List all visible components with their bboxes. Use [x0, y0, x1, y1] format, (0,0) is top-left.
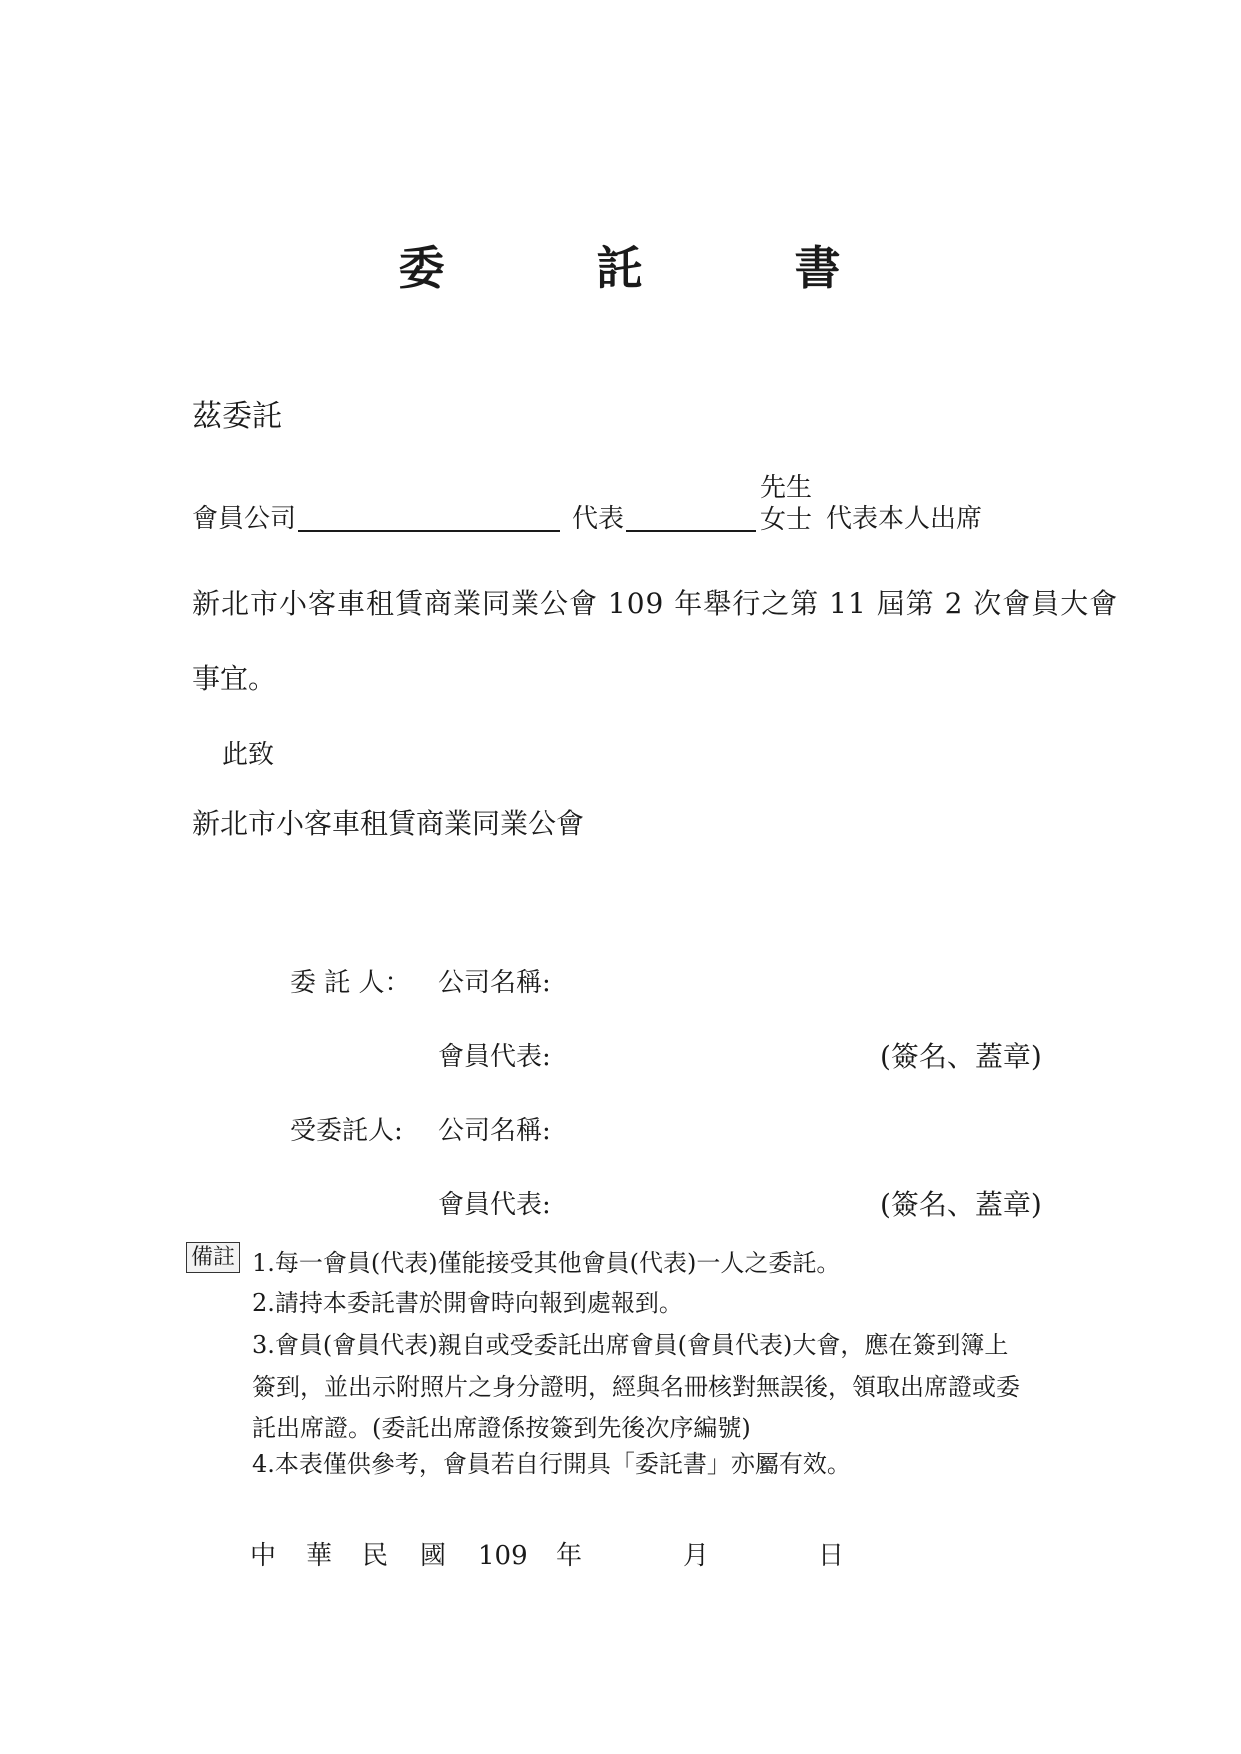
salutation: 此致 [222, 740, 275, 770]
member-company-label: 會員公司 [192, 504, 297, 534]
representative-label: 代表 [572, 504, 625, 534]
date-year-unit: 年 [556, 1541, 583, 1571]
notes-label [186, 1247, 240, 1269]
agent-sign-hint: (簽名、蓋章) [880, 1188, 1042, 1221]
recipient: 新北市小客車租賃商業同業公會 [192, 807, 585, 840]
date-era-4: 國 [420, 1541, 447, 1571]
note-item-3-line-3: 託出席證。(委託出席證係按簽到先後次序編號) [252, 1414, 751, 1442]
member-company-blank[interactable] [298, 502, 560, 532]
body-text-line-1: 新北市小客車租賃商業同業公會 109 年舉行之第 11 屆第 2 次會員大會 [192, 587, 1119, 620]
principal-sign-hint: (簽名、蓋章) [880, 1040, 1042, 1073]
date-month-unit: 月 [683, 1541, 710, 1571]
note-item-3-line-1: 3.會員(會員代表)親自或受委託出席會員(會員代表)大會，應在簽到簿上 [252, 1331, 1009, 1359]
agent-member-rep-label: 會員代表: [438, 1190, 551, 1220]
principal-label: 委 託 人： [290, 968, 411, 998]
honorific-stack [760, 472, 812, 536]
note-item-2: 2.請持本委託書於開會時向報到處報到。 [252, 1289, 683, 1317]
principal-company-name-label: 公司名稱: [438, 968, 551, 998]
document-title [0, 241, 1241, 295]
representative-blank[interactable] [626, 502, 756, 532]
note-item-4: 4.本表僅供參考，會員若自行開具「委託書」亦屬有效。 [252, 1450, 851, 1478]
principal-member-rep-label: 會員代表: [438, 1042, 551, 1072]
date-era-3: 民 [362, 1541, 389, 1571]
title-char-3: 書 [794, 241, 843, 295]
honorific-ms: 女士 [760, 505, 813, 535]
agent-company-name-label: 公司名稱: [438, 1116, 551, 1146]
date-era-2: 華 [306, 1541, 333, 1571]
date-era-1: 中 [250, 1541, 277, 1571]
note-item-3-line-2: 簽到，並出示附照片之身分證明，經與名冊核對無誤後，領取出席證或委 [252, 1373, 1020, 1401]
date-day-unit: 日 [818, 1541, 845, 1571]
delegation-line [192, 472, 983, 535]
honorific-mr: 先生 [760, 473, 813, 503]
agent-label: 受委託人: [290, 1116, 403, 1146]
title-char-1: 委 [398, 241, 447, 295]
intro-text: 茲委託 [192, 399, 282, 434]
date-year: 109 [478, 1541, 528, 1571]
note-item-1: 1.每一會員(代表)僅能接受其他會員(代表)一人之委託。 [252, 1249, 841, 1277]
notes-label-box: 備註 [186, 1242, 240, 1273]
title-char-2: 託 [596, 241, 645, 295]
body-text-line-2: 事宜。 [192, 662, 277, 695]
attend-text: 代表本人出席 [826, 504, 983, 534]
